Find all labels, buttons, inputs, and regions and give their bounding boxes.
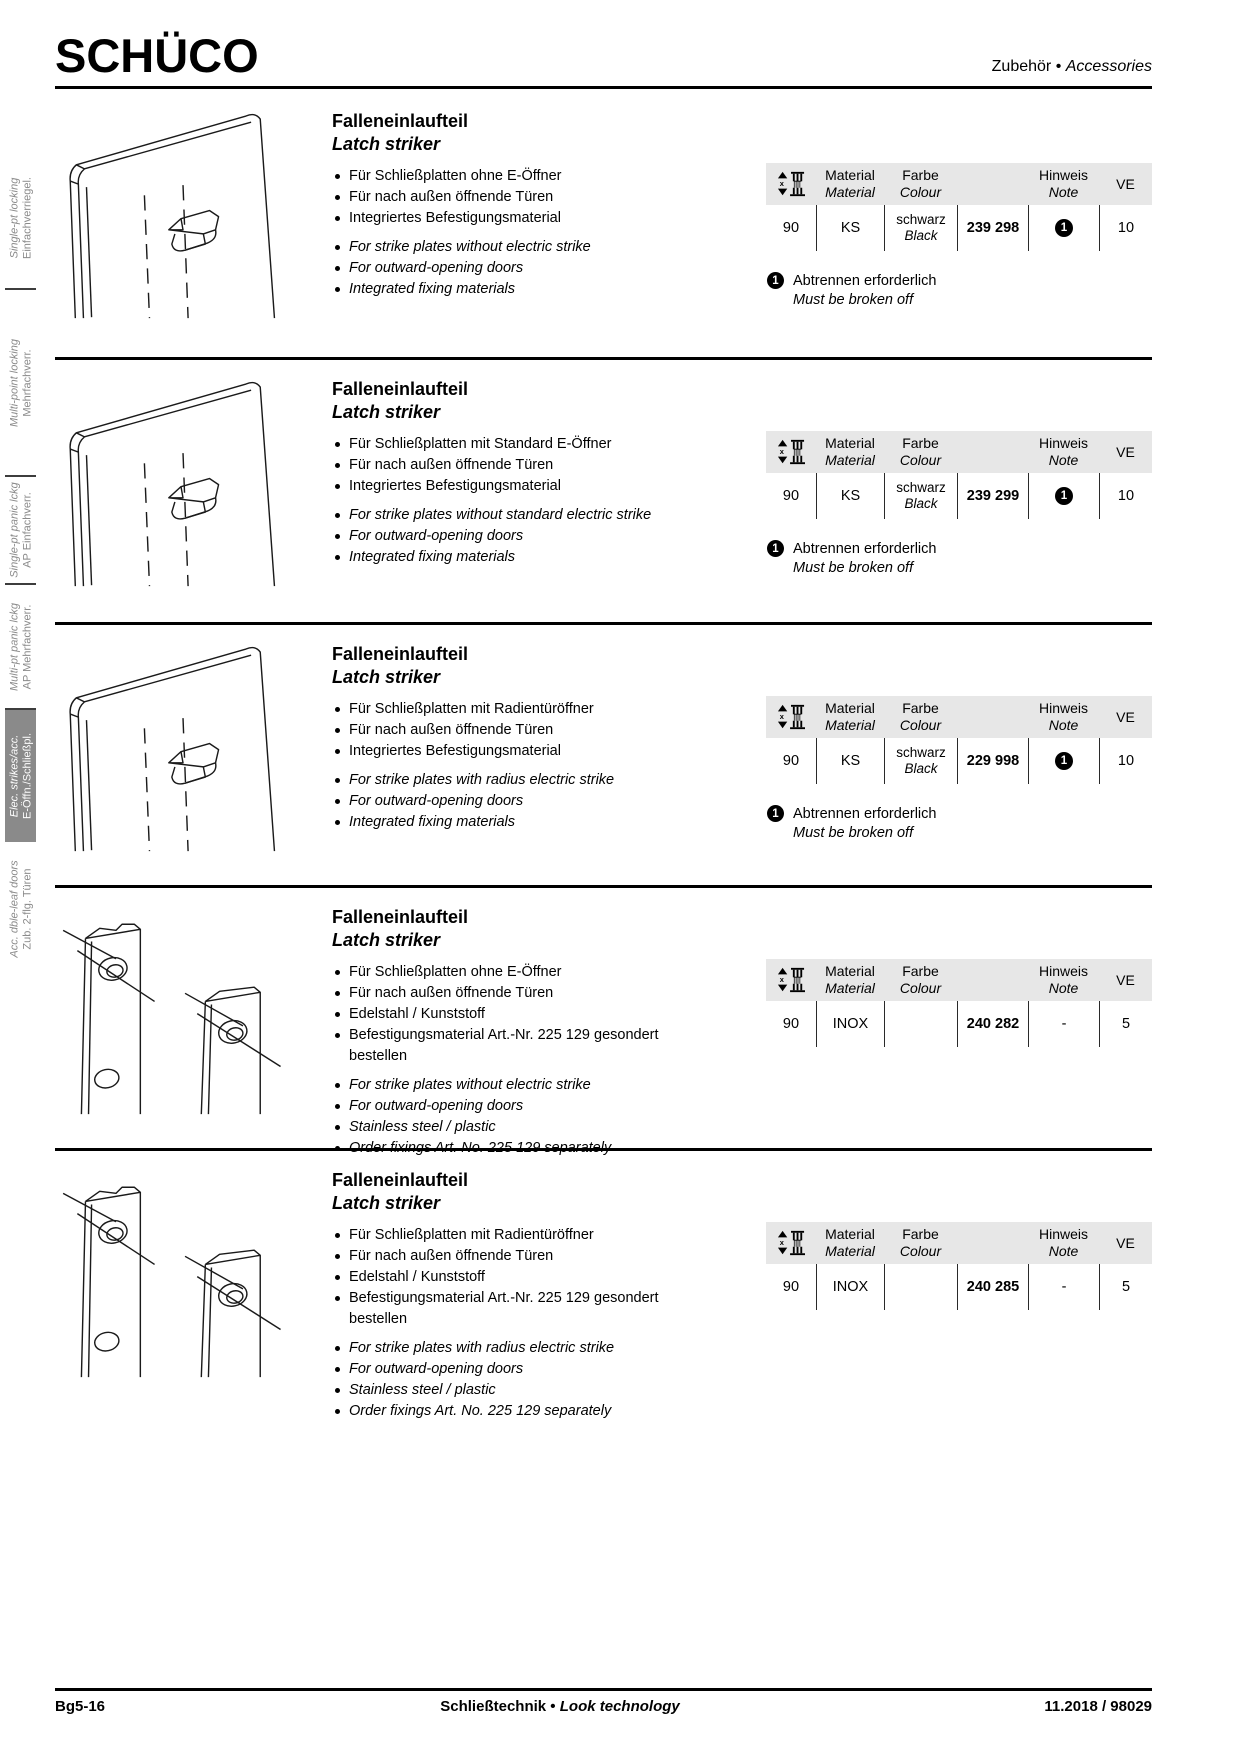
header-ve: VE	[1116, 175, 1135, 192]
colour-de: schwarz	[896, 480, 946, 495]
col-header-material	[816, 163, 884, 205]
bullet-item: Für Schließplatten ohne E-Öffner	[332, 166, 664, 187]
pack-qty: 10	[1099, 473, 1152, 519]
colour-de: schwarz	[896, 212, 946, 227]
dim-value: 90	[782, 1279, 800, 1295]
striker-plates-drawing	[55, 1154, 309, 1382]
footnote	[767, 272, 936, 308]
note-1-badge: 1	[767, 805, 784, 822]
product-title-en: Latch striker	[332, 134, 441, 154]
colour-en: Black	[904, 761, 938, 776]
product-texts	[332, 378, 664, 568]
feature-list-en	[332, 1075, 664, 1159]
bullet-item: Für Schließplatten mit Radientüröffner	[332, 699, 664, 720]
product-texts	[332, 906, 664, 1159]
header-material-en: Material	[825, 717, 875, 733]
tab-label-en: Single-pt locking	[8, 177, 20, 259]
header-note-en: Note	[1048, 1243, 1079, 1259]
header-note-en: Note	[1048, 184, 1079, 200]
col-header-artno	[957, 431, 1028, 473]
header-colour-en: Colour	[899, 452, 942, 468]
header-colour-en: Colour	[899, 184, 942, 200]
col-header-colour	[884, 696, 957, 738]
spec-table-row	[766, 1264, 1152, 1310]
product-title-de: Falleneinlaufteil	[332, 1170, 469, 1190]
pack-qty: 5	[1099, 1001, 1152, 1047]
colour-value	[884, 473, 957, 519]
spec-table	[766, 431, 1152, 519]
bullet-item: For outward-opening doors	[332, 1359, 664, 1380]
footnote-en: Must be broken off	[793, 292, 914, 308]
product-section-1	[55, 89, 1152, 357]
material-value: KS	[816, 473, 884, 519]
product-title-de: Falleneinlaufteil	[332, 379, 469, 399]
latch-striker-drawing	[55, 363, 309, 591]
spec-table-header	[766, 431, 1152, 473]
bullet-item: For outward-opening doors	[332, 791, 664, 812]
latch-striker-drawing	[55, 95, 309, 323]
article-number: 240 282	[957, 1001, 1028, 1047]
pack-qty: 10	[1099, 738, 1152, 784]
colour-value	[884, 1264, 957, 1310]
note-1-badge: 1	[767, 272, 784, 289]
header-material-de: Material	[825, 435, 875, 451]
bullet-item: For strike plates without standard electric strike	[332, 505, 664, 526]
colour-en: Black	[904, 228, 938, 243]
footnote-de: Abtrennen erforderlich	[793, 805, 937, 822]
bullet-item: Befestigungsmaterial Art.-Nr. 225 129 gesondert bestellen	[332, 1288, 664, 1330]
product-title-de: Falleneinlaufteil	[332, 644, 469, 664]
col-header-material	[816, 431, 884, 473]
footer-rule	[55, 1688, 1152, 1691]
bullet-item: Stainless steel / plastic	[332, 1117, 664, 1138]
header-material-de: Material	[825, 1226, 875, 1242]
bullet-item: For strike plates with radius electric strike	[332, 770, 664, 791]
product-title-en: Latch striker	[332, 667, 441, 687]
note-cell: -	[1028, 1001, 1099, 1047]
colour-value	[884, 738, 957, 784]
col-header-colour	[884, 431, 957, 473]
material-value: KS	[816, 738, 884, 784]
striker-plates-drawing	[55, 891, 309, 1119]
product-title-de: Falleneinlaufteil	[332, 111, 469, 131]
col-header-note	[1028, 1222, 1099, 1264]
material-value: INOX	[816, 1001, 884, 1047]
header-note-en: Note	[1048, 452, 1079, 468]
note-cell: -	[1028, 1264, 1099, 1310]
feature-list-de	[332, 699, 664, 762]
product-texts	[332, 1169, 664, 1422]
col-header-material	[816, 696, 884, 738]
product-texts	[332, 110, 664, 300]
note-cell	[1028, 473, 1099, 519]
note-1-badge: 1	[1055, 487, 1073, 505]
section-divider	[55, 357, 1152, 360]
product-title-en: Latch striker	[332, 930, 441, 950]
date-code: 11.2018 / 98029	[1044, 1698, 1152, 1715]
dim-value: 90	[782, 753, 800, 769]
header-colour-de: Farbe	[902, 963, 939, 979]
bullet-item: Stainless steel / plastic	[332, 1380, 664, 1401]
colour-de: schwarz	[896, 745, 946, 760]
header-note-en: Note	[1048, 980, 1079, 996]
feature-list-en	[332, 770, 664, 833]
col-header-material	[816, 1222, 884, 1264]
header-material-en: Material	[825, 980, 875, 996]
header-material-en: Material	[825, 1243, 875, 1259]
bullet-item: Für nach außen öffnende Türen	[332, 720, 664, 741]
bullet-item: Befestigungsmaterial Art.-Nr. 225 129 gesondert bestellen	[332, 1025, 664, 1067]
pack-qty: 5	[1099, 1264, 1152, 1310]
colour-value	[884, 1001, 957, 1047]
bullet-item: Für nach außen öffnende Türen	[332, 187, 664, 208]
footer-title	[440, 1698, 679, 1715]
sidebar-tab-single-pt-locking	[5, 148, 36, 290]
footnote-de: Abtrennen erforderlich	[793, 272, 937, 289]
feature-list-de	[332, 962, 664, 1067]
product-section-2	[55, 357, 1152, 622]
header-note-de: Hinweis	[1038, 167, 1088, 183]
bullet-item: Integrated fixing materials	[332, 812, 664, 833]
page-category	[992, 58, 1152, 76]
footer-title-en: Look technology	[559, 1698, 680, 1715]
spec-table	[766, 696, 1152, 784]
footnote-en: Must be broken off	[793, 560, 914, 576]
bullet-item: Integriertes Befestigungsmaterial	[332, 208, 664, 229]
note-1-badge: 1	[1055, 219, 1073, 237]
article-number: 229 998	[957, 738, 1028, 784]
col-header-colour	[884, 959, 957, 1001]
sidebar-tab-multi-point-locking	[5, 290, 36, 477]
bullet-item: Integriertes Befestigungsmaterial	[332, 476, 664, 497]
bullet-item: Für nach außen öffnende Türen	[332, 983, 664, 1004]
spec-table-row	[766, 205, 1152, 251]
dim-value: 90	[782, 1016, 800, 1032]
col-header-colour	[884, 1222, 957, 1264]
material-value: INOX	[816, 1264, 884, 1310]
product-section-3	[55, 622, 1152, 885]
bullet-item: Für nach außen öffnende Türen	[332, 1246, 664, 1267]
bullet-item: For outward-opening doors	[332, 526, 664, 547]
col-header-ve	[1099, 696, 1152, 738]
article-number: 239 298	[957, 205, 1028, 251]
product-texts	[332, 643, 664, 833]
header-note-de: Hinweis	[1038, 700, 1088, 716]
col-header-note	[1028, 431, 1099, 473]
footnote	[767, 805, 936, 841]
bullet-item: Für nach außen öffnende Türen	[332, 455, 664, 476]
footnote	[767, 540, 936, 576]
spec-table-row	[766, 473, 1152, 519]
header-material-de: Material	[825, 963, 875, 979]
col-header-artno	[957, 696, 1028, 738]
spec-table-row	[766, 1001, 1152, 1047]
col-header-ve	[1099, 431, 1152, 473]
section-divider	[55, 1148, 1152, 1151]
height-dimension-icon	[766, 959, 816, 1001]
header-note-de: Hinweis	[1038, 1226, 1088, 1242]
header-colour-de: Farbe	[902, 435, 939, 451]
col-header-ve	[1099, 959, 1152, 1001]
bullet-item: Edelstahl / Kunststoff	[332, 1267, 664, 1288]
header-material-de: Material	[825, 700, 875, 716]
tab-label-de: Einfachverriegel.	[20, 177, 33, 259]
bullet-item: Für Schließplatten ohne E-Öffner	[332, 962, 664, 983]
bullet-item: For strike plates with radius electric strike	[332, 1338, 664, 1359]
col-header-artno	[957, 1222, 1028, 1264]
header-material-en: Material	[825, 184, 875, 200]
note-1-badge: 1	[767, 540, 784, 557]
sidebar-tab-dble-leaf-doors	[5, 842, 36, 975]
spec-table	[766, 163, 1152, 251]
bullet-item: Für Schließplatten mit Radientüröffner	[332, 1225, 664, 1246]
tab-label-en: Multi-point locking	[8, 338, 20, 427]
bullet-item: For outward-opening doors	[332, 1096, 664, 1117]
latch-striker-drawing	[55, 628, 309, 856]
section-divider	[55, 885, 1152, 888]
material-value: KS	[816, 205, 884, 251]
header-material-de: Material	[825, 167, 875, 183]
col-header-note	[1028, 163, 1099, 205]
bullet-item: Order fixings Art. No. 225 129 separately	[332, 1401, 664, 1422]
spec-table-row	[766, 738, 1152, 784]
header-ve: VE	[1116, 708, 1135, 725]
footer-title-de: Schließtechnik	[440, 1698, 547, 1715]
bullet-item: For outward-opening doors	[332, 258, 664, 279]
col-header-artno	[957, 959, 1028, 1001]
spec-table-header	[766, 959, 1152, 1001]
footer-separator: •	[550, 1698, 556, 1715]
col-header-artno	[957, 163, 1028, 205]
header-material-en: Material	[825, 452, 875, 468]
spec-table	[766, 959, 1152, 1047]
col-header-ve	[1099, 163, 1152, 205]
tab-label-en: Multi-pt panic lckg	[8, 602, 20, 691]
colour-en: Black	[904, 496, 938, 511]
feature-list-en	[332, 1338, 664, 1422]
sidebar-tab-single-pt-panic	[5, 477, 36, 585]
product-title-en: Latch striker	[332, 1193, 441, 1213]
col-header-note	[1028, 959, 1099, 1001]
feature-list-en	[332, 505, 664, 568]
category-en: Accessories	[1065, 58, 1152, 75]
product-title-de: Falleneinlaufteil	[332, 907, 469, 927]
header-colour-en: Colour	[899, 1243, 942, 1259]
tab-label-en: Single-pt panic lckg	[8, 482, 20, 578]
col-header-material	[816, 959, 884, 1001]
feature-list-de	[332, 166, 664, 229]
header-note-de: Hinweis	[1038, 435, 1088, 451]
height-dimension-icon	[766, 163, 816, 205]
feature-list-en	[332, 237, 664, 300]
height-dimension-icon	[766, 696, 816, 738]
colour-value	[884, 205, 957, 251]
bullet-item: Integriertes Befestigungsmaterial	[332, 741, 664, 762]
sidebar-tab-multi-pt-panic	[5, 585, 36, 710]
dim-value: 90	[782, 488, 800, 504]
header-ve: VE	[1116, 443, 1135, 460]
footnote-de: Abtrennen erforderlich	[793, 540, 937, 557]
bullet-item: Integrated fixing materials	[332, 279, 664, 300]
spec-table-header	[766, 1222, 1152, 1264]
category-separator: •	[1055, 58, 1062, 75]
note-1-badge: 1	[1055, 752, 1073, 770]
tab-label-en: Acc. dble-leaf doors	[8, 859, 20, 958]
header-note-de: Hinweis	[1038, 963, 1088, 979]
product-section-4	[55, 885, 1152, 1148]
feature-list-de	[332, 1225, 664, 1330]
pack-qty: 10	[1099, 205, 1152, 251]
feature-list-de	[332, 434, 664, 497]
header-colour-de: Farbe	[902, 700, 939, 716]
spec-table	[766, 1222, 1152, 1310]
category-de: Zubehör	[991, 58, 1052, 75]
tab-label-de: Mehrfachverr.	[20, 348, 33, 417]
page-code: Bg5-16	[55, 1698, 106, 1715]
bullet-item: Integrated fixing materials	[332, 547, 664, 568]
col-header-ve	[1099, 1222, 1152, 1264]
header-colour-en: Colour	[899, 980, 942, 996]
tab-label-de: E-Öffn./Schließpl.	[20, 733, 33, 819]
col-header-note	[1028, 696, 1099, 738]
footnote-en: Must be broken off	[793, 825, 914, 841]
note-cell	[1028, 205, 1099, 251]
section-divider	[55, 622, 1152, 625]
spec-table-header	[766, 696, 1152, 738]
dim-value: 90	[782, 220, 800, 236]
brand-logo: SCHÜCO	[55, 29, 259, 82]
bullet-item: Für Schließplatten mit Standard E-Öffner	[332, 434, 664, 455]
height-dimension-icon	[766, 431, 816, 473]
header-colour-de: Farbe	[902, 167, 939, 183]
note-cell	[1028, 738, 1099, 784]
header-note-en: Note	[1048, 717, 1079, 733]
sidebar-tab-elec-strikes-active	[5, 710, 36, 842]
product-title-en: Latch striker	[332, 402, 441, 422]
article-number: 239 299	[957, 473, 1028, 519]
tab-label-de: Zub. 2-flg. Türen	[20, 867, 33, 950]
tab-label-de: AP Mehrfachverr.	[20, 604, 33, 689]
bullet-item: For strike plates without electric strike	[332, 237, 664, 258]
bullet-item: Edelstahl / Kunststoff	[332, 1004, 664, 1025]
product-section-5	[55, 1148, 1152, 1568]
header-ve: VE	[1116, 971, 1135, 988]
tab-label-en: Elec. strikes/acc.	[8, 734, 20, 818]
header-colour-de: Farbe	[902, 1226, 939, 1242]
spec-table-header	[766, 163, 1152, 205]
col-header-colour	[884, 163, 957, 205]
tab-label-de: AP Einfachverr.	[20, 492, 33, 568]
height-dimension-icon	[766, 1222, 816, 1264]
article-number: 240 285	[957, 1264, 1028, 1310]
header-ve: VE	[1116, 1234, 1135, 1251]
header-colour-en: Colour	[899, 717, 942, 733]
bullet-item: For strike plates without electric strike	[332, 1075, 664, 1096]
